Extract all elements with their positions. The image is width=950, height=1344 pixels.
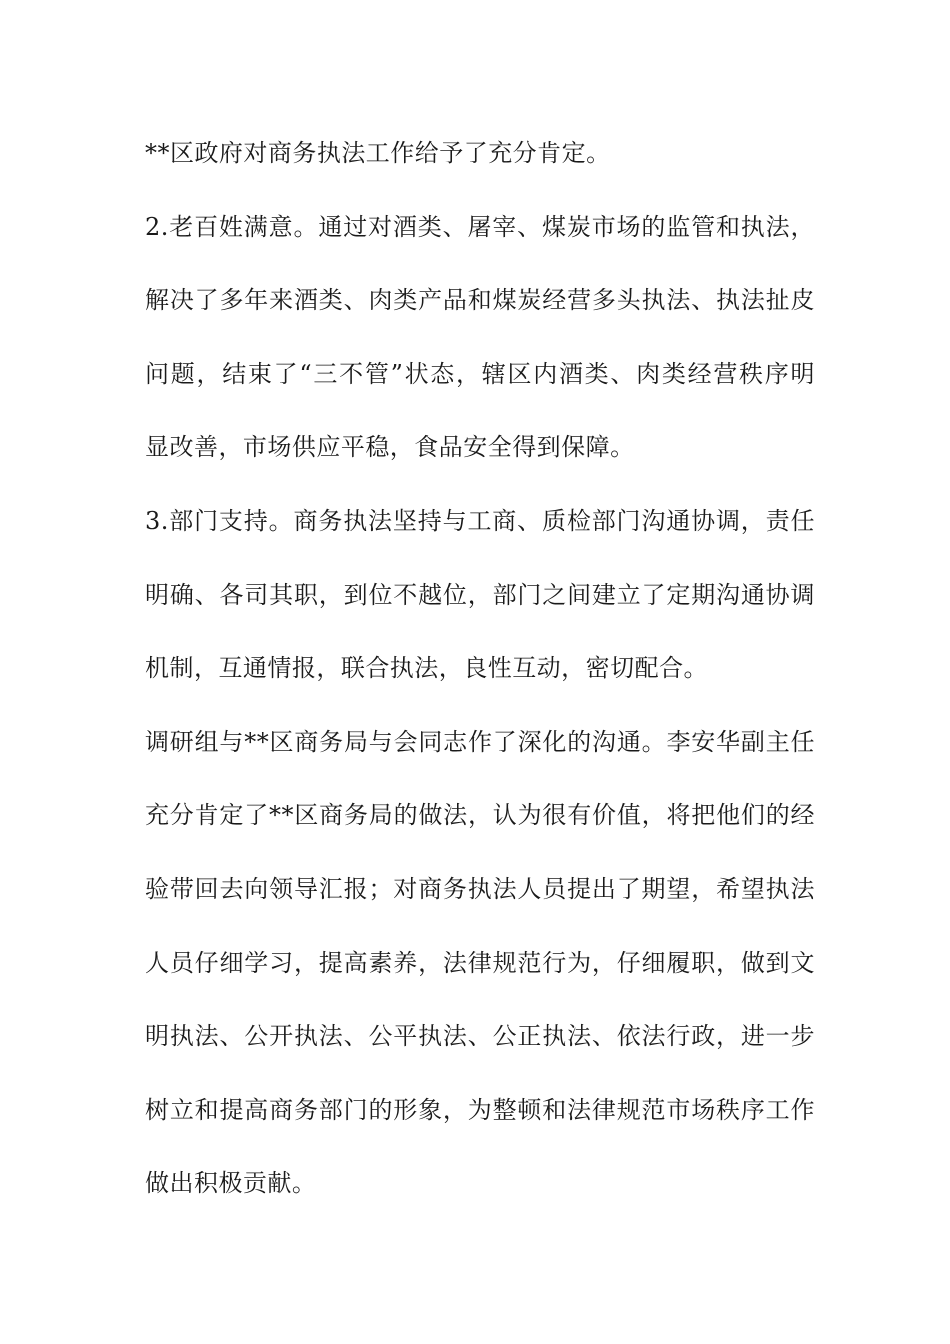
text-line: 调研组与**区商务局与会同志作了深化的沟通。李安华副主任 — [145, 727, 815, 756]
text-line: 问题，结束了“三不管”状态，辖区内酒类、肉类经营秩序明 — [145, 359, 815, 388]
text-line: 机制，互通情报，联合执法，良性互动，密切配合。 — [145, 654, 709, 683]
text-line: 3.部门支持。商务执法坚持与工商、质检部门沟通协调，责任 — [145, 506, 815, 535]
text-line: **区政府对商务执法工作给予了充分肯定。 — [145, 139, 611, 167]
text-line: 验带回去向领导汇报；对商务执法人员提出了期望，希望执法 — [145, 874, 815, 903]
text-line: 做出积极贡献。 — [145, 1169, 317, 1198]
text-line: 明执法、公开执法、公平执法、公正执法、依法行政，进一步 — [145, 1022, 815, 1051]
text-line: 充分肯定了**区商务局的做法，认为很有价值，将把他们的经 — [145, 801, 815, 830]
text-line: 显改善，市场供应平稳，食品安全得到保障。 — [145, 433, 635, 462]
text-line: 人员仔细学习，提高素养，法律规范行为，仔细履职，做到文 — [145, 948, 815, 977]
text-line: 树立和提高商务部门的形象，为整顿和法律规范市场秩序工作 — [145, 1095, 815, 1124]
document-body — [145, 128, 815, 1232]
text-line: 2.老百姓满意。通过对酒类、屠宰、煤炭市场的监管和执法， — [145, 212, 815, 241]
text-line: 明确、各司其职，到位不越位，部门之间建立了定期沟通协调 — [145, 580, 815, 609]
text-line: 解决了多年来酒类、肉类产品和煤炭经营多头执法、执法扯皮 — [145, 286, 815, 315]
